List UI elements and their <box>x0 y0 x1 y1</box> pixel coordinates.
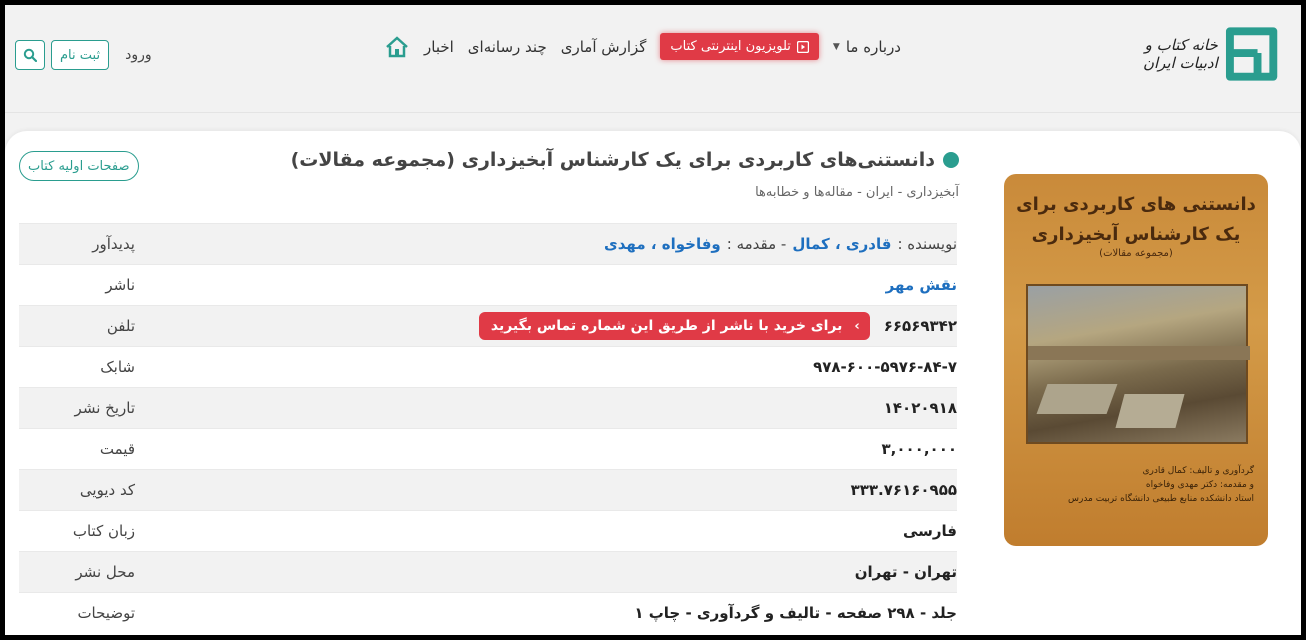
cover-credit-line: گردآوری و تالیف: کمال قادری <box>1142 466 1254 476</box>
site-logo[interactable] <box>1129 19 1279 89</box>
register-button[interactable]: ثبت نام <box>51 40 109 70</box>
row-label: قیمت <box>99 440 135 458</box>
login-link[interactable]: ورود <box>125 47 152 63</box>
table-row <box>19 264 957 305</box>
home-icon[interactable] <box>384 35 410 59</box>
search-icon <box>23 48 37 62</box>
cover-photo <box>1026 284 1248 444</box>
row-label: توضیحات <box>77 604 135 622</box>
book-title-row <box>291 149 959 171</box>
nav-about-label: درباره ما <box>845 37 901 56</box>
auth-area <box>15 40 152 70</box>
chevron-left-icon: › <box>854 318 860 334</box>
publisher-link[interactable]: نقش مهر <box>885 276 957 294</box>
row-value: فارسی <box>902 522 957 540</box>
phone-tooltip <box>479 312 870 340</box>
row-label: ناشر <box>105 276 135 294</box>
table-row <box>19 469 957 510</box>
intro-link[interactable]: وفاخواه ، مهدی <box>604 235 721 253</box>
row-value: ۳,۰۰۰,۰۰۰ <box>881 440 957 458</box>
table-row <box>19 592 957 633</box>
nav-news[interactable]: اخبار <box>424 37 454 56</box>
book-subjects: آبخیزداری - ایران - مقاله‌ها و خطابه‌ها <box>755 185 959 200</box>
phone-tooltip-text: برای خرید با ناشر از طریق این شماره تماس بگیرید <box>490 318 843 334</box>
main-nav <box>380 33 901 60</box>
nav-tv-button[interactable] <box>660 33 819 60</box>
cover-title-line2: یک کارشناس آبخیزداری <box>1031 224 1241 245</box>
row-value <box>147 276 957 294</box>
author-prefix: نویسنده : <box>897 235 957 253</box>
book-cover[interactable] <box>1004 174 1268 546</box>
row-label: کد دیویی <box>79 481 135 499</box>
tv-icon <box>797 41 809 53</box>
site-header <box>5 5 1301 113</box>
row-label: زبان کتاب <box>72 522 135 540</box>
nav-statistics[interactable]: گزارش آماری <box>560 37 647 56</box>
cover-title <box>1004 190 1268 250</box>
search-button[interactable] <box>15 40 45 70</box>
table-row <box>19 346 957 387</box>
first-pages-button[interactable]: صفحات اولیه کتاب <box>19 151 139 181</box>
table-row <box>19 428 957 469</box>
nav-tv-label: تلویزیون اینترنتی کتاب <box>670 39 791 54</box>
cover-subtitle: (مجموعه مقالات) <box>1099 248 1173 259</box>
row-value: ۳۳۳.۷۶۱۶۰۹۵۵ <box>850 481 957 499</box>
row-value: ۱۴۰۲۰۹۱۸ <box>883 399 957 417</box>
cover-credit-line: استاد دانشکده منابع طبیعی دانشگاه تربیت مدرس <box>1067 494 1254 504</box>
table-row <box>19 305 957 346</box>
book-card <box>5 131 1301 635</box>
logo-text: خانه کتاب و ادبیات ایران <box>1142 36 1218 72</box>
cover-credit-line: و مقدمه: دکتر مهدی وفاخواه <box>1145 480 1254 490</box>
book-details-table <box>19 223 957 633</box>
phone-number: ۶۶۵۶۹۳۴۲ <box>883 317 957 335</box>
page-frame <box>5 5 1301 635</box>
table-row <box>19 387 957 428</box>
row-value: تهران - تهران <box>854 563 957 581</box>
cover-credits <box>1068 464 1254 506</box>
row-label: شابک <box>100 358 135 376</box>
row-value <box>147 235 957 253</box>
row-value: ۹۷۸-۶۰۰-۵۹۷۶-۸۴-۷ <box>813 358 957 376</box>
row-label: تلفن <box>106 317 135 335</box>
author-link[interactable]: قادری ، کمال <box>792 235 892 253</box>
table-row <box>19 223 957 264</box>
table-row <box>19 551 957 592</box>
caret-down-icon: ▼ <box>832 41 840 52</box>
row-label: پدیدآور <box>92 235 135 253</box>
intro-prefix: - مقدمه : <box>726 235 787 253</box>
logo-mark-icon <box>1224 23 1279 85</box>
book-title: دانستنی‌های کاربردی برای یک کارشناس آبخیزداری (مجموعه مقالات) <box>290 149 935 171</box>
row-label: محل نشر <box>75 563 135 581</box>
row-value: جلد - ۲۹۸ صفحه - تالیف و گردآوری - چاپ ۱ <box>634 604 957 622</box>
nav-multimedia[interactable]: چند رسانه‌ای <box>467 37 547 56</box>
table-row <box>19 510 957 551</box>
row-label: تاریخ نشر <box>74 399 135 417</box>
title-bullet-icon <box>943 152 959 168</box>
nav-about[interactable] <box>833 38 901 56</box>
row-value <box>147 312 957 340</box>
cover-title-line1: دانستنی های کاربردی برای <box>1016 194 1256 215</box>
